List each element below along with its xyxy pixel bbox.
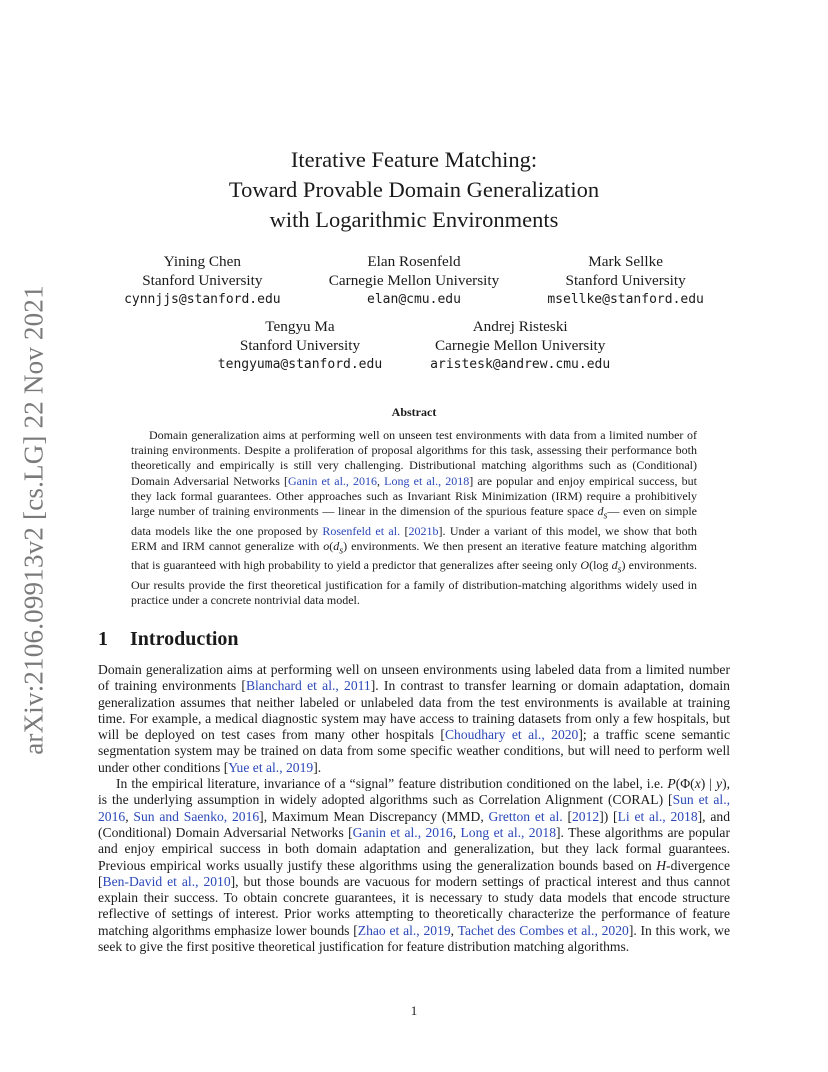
author-block xyxy=(218,317,382,374)
text-run: Domain generalization aims at performing well on unseen environments using labeled data from a limited number of training environments [ xyxy=(98,662,730,694)
citation-link[interactable]: Long et al., 2018 xyxy=(460,824,556,840)
citation-link[interactable]: Tachet des Combes et al., 2020 xyxy=(457,922,629,938)
citation-link[interactable]: Zhao et al., 2019 xyxy=(357,922,451,938)
author-email[interactable]: tengyuma@stanford.edu xyxy=(217,357,383,372)
math-symbol: d xyxy=(597,504,604,519)
author-block xyxy=(124,252,281,309)
math-subscript: s xyxy=(339,545,344,557)
author-row xyxy=(100,252,728,309)
citation-link[interactable]: Blanchard et al., 2011 xyxy=(245,678,371,694)
citation-link[interactable]: Li et al., 2018 xyxy=(617,808,698,824)
citation-link[interactable]: Rosenfeld et al. xyxy=(322,523,401,538)
text-run: In the empirical literature, invariance of a “signal” feature distribution conditioned on the label, i.e. xyxy=(116,776,668,792)
citation-link[interactable]: 2021b xyxy=(408,523,439,538)
arxiv-identifier-text: arXiv:2106.09913v2 [cs.LG] 22 Nov 2021 xyxy=(18,285,49,755)
math-symbol: x xyxy=(694,776,701,792)
arxiv-identifier xyxy=(10,280,58,760)
citation-link[interactable]: Gretton et al. xyxy=(488,808,563,824)
author-block xyxy=(547,252,704,309)
title-line: Toward Provable Domain Generalization xyxy=(228,177,600,202)
text-run: , xyxy=(377,473,385,488)
text-run: [ xyxy=(400,523,409,538)
abstract-paragraph xyxy=(131,428,697,608)
author-affiliation: Stanford University xyxy=(565,272,686,289)
text-run: ], but those bounds are vacuous for modern settings of practical interest and thus cannot explain their success. To obtain concrete guarantees, it is necessary to study data models that encode structure reflective of settings of interest. Prior works attempting to theoretically characterize the performance of feature matching algorithms emphasize lower bounds [ xyxy=(98,873,730,938)
text-run: environments. We then present an iterative feature matching algorithm that is guaranteed with high probability to yield a predictor that generalizes after seeing only xyxy=(131,538,697,573)
math-symbol: (Φ( xyxy=(675,776,695,792)
author-email[interactable]: cynnjjs@stanford.edu xyxy=(124,292,281,307)
author-email[interactable]: elan@cmu.edu xyxy=(367,292,461,307)
citation-link[interactable]: Ben-David et al., 2010 xyxy=(102,873,231,889)
text-run: , xyxy=(450,922,458,938)
author-affiliation: Carnegie Mellon University xyxy=(328,272,500,289)
math-symbol: d xyxy=(611,558,618,573)
citation-link[interactable]: Sun and Saenko, 2016 xyxy=(133,808,260,824)
body-paragraph xyxy=(98,776,730,955)
author-block xyxy=(329,252,499,309)
author-name: Yining Chen xyxy=(163,253,241,270)
author-name: Tengyu Ma xyxy=(265,318,335,335)
citation-link[interactable]: Choudhary et al., 2020 xyxy=(444,727,579,743)
abstract-heading: Abstract xyxy=(391,405,437,419)
author-email[interactable]: aristesk@andrew.cmu.edu xyxy=(430,357,611,372)
text-run: ]; a traffic scene semantic segmentation system may be trained on data from some specific weather conditions, but will need to perform well under other conditions [ xyxy=(98,727,730,775)
text-run: , xyxy=(125,808,134,824)
text-run: ]. In this work, we seek to give the first positive theoretical justification for feature distribution matching algorithms. xyxy=(98,922,731,955)
citation-link[interactable]: Ganin et al., 2016 xyxy=(288,473,378,488)
section-heading xyxy=(98,628,239,651)
citation-link[interactable]: Long et al., 2018 xyxy=(384,473,470,488)
text-run: , is the underlying assumption in widely adopted algorithms such as Correlation Alignment (CORAL) [ xyxy=(98,776,730,808)
author-affiliation: Stanford University xyxy=(142,272,263,289)
text-run: ]. In contrast to transfer learning or domain adaptation, domain generalization assumes that neither labeled or unlabeled data from the test environments is available at training time. For example, a medical diagnostic system may have access to training datasets from only a few hospitals, but will be deployed on test cases from many other hospitals [ xyxy=(98,678,730,743)
author-affiliation: Stanford University xyxy=(239,337,361,354)
title-line: with Logarithmic Environments xyxy=(269,207,559,232)
text-run: — even on simple data models like the one proposed by xyxy=(131,504,697,538)
author-email[interactable]: msellke@stanford.edu xyxy=(547,292,704,307)
math-symbol: d xyxy=(333,538,340,553)
math-symbol: ( xyxy=(329,538,334,553)
text-run: ]. Under a variant of this model, we show that both ERM and IRM cannot generalize with xyxy=(131,523,697,553)
text-run: , xyxy=(452,824,461,840)
author-name: Elan Rosenfeld xyxy=(367,253,461,270)
math-symbol: ) xyxy=(722,776,727,792)
section-title: Introduction xyxy=(130,628,239,650)
math-subscript: s xyxy=(603,510,608,522)
math-symbol: ) xyxy=(343,538,348,553)
math-symbol: ) xyxy=(621,558,626,573)
text-run: -divergence [ xyxy=(98,857,730,889)
introduction-body xyxy=(98,662,730,955)
author-row xyxy=(100,317,728,374)
text-run: ], Maximum Mean Discrepancy (MMD, xyxy=(259,808,489,824)
math-symbol: (log xyxy=(589,558,612,573)
math-symbol: O xyxy=(580,558,590,573)
author-affiliation: Carnegie Mellon University xyxy=(434,337,606,354)
text-run: ] are popular and enjoy empirical success, but they lack formal guarantees. Other approaches such as Invariant Risk Minimization (IRM) require a prohibitively large number of training environments — linear in the dimension of the spurious feature space xyxy=(131,473,697,519)
math-symbol: P xyxy=(667,776,676,792)
text-run: [ xyxy=(562,808,572,824)
citation-link[interactable]: Ganin et al., 2016 xyxy=(352,824,453,840)
text-run: environments. Our results provide the first theoretical justification for a family of distribution-matching algorithms widely used in practice under a concrete nontrivial data model. xyxy=(131,558,697,608)
text-run: ]) [ xyxy=(599,808,618,824)
page-number: 1 xyxy=(410,1003,418,1018)
math-symbol: y xyxy=(716,776,723,792)
body-paragraph xyxy=(98,662,730,776)
citation-link[interactable]: Sun et al., 2016 xyxy=(98,792,730,824)
text-run: ], and (Conditional) Domain Adversarial Networks [ xyxy=(98,808,731,840)
math-symbol: ) | xyxy=(700,776,717,792)
text-run: Domain generalization aims at performing well on unseen test environments with data from a limited number of training environments. Despite a proliferation of proposal algorithms for this task, assessing their performance both theoretically and empirically is still very challenging. Distributional matching algorithms such as (Conditional) Domain Adversarial Networks [ xyxy=(131,428,697,488)
author-block xyxy=(430,317,610,374)
section-number: 1 xyxy=(98,628,108,650)
citation-link[interactable]: 2012 xyxy=(572,808,600,824)
text-run: ]. These algorithms are popular and enjoy empirical success in both domain adaptation and generalization, but they lack formal guarantees. Previous empirical works usually justify these algorithms using the generalization bounds based on xyxy=(98,824,730,873)
citation-link[interactable]: Yue et al., 2019 xyxy=(228,759,314,775)
author-name: Andrej Risteski xyxy=(472,318,568,335)
math-symbol: H xyxy=(656,857,667,873)
abstract-body xyxy=(131,428,697,608)
math-subscript: s xyxy=(617,564,622,576)
paper-title xyxy=(100,145,728,235)
author-name: Mark Sellke xyxy=(588,253,663,270)
math-symbol: o xyxy=(323,538,330,553)
text-run: ]. xyxy=(313,759,322,775)
title-line: Iterative Feature Matching: xyxy=(290,147,538,172)
